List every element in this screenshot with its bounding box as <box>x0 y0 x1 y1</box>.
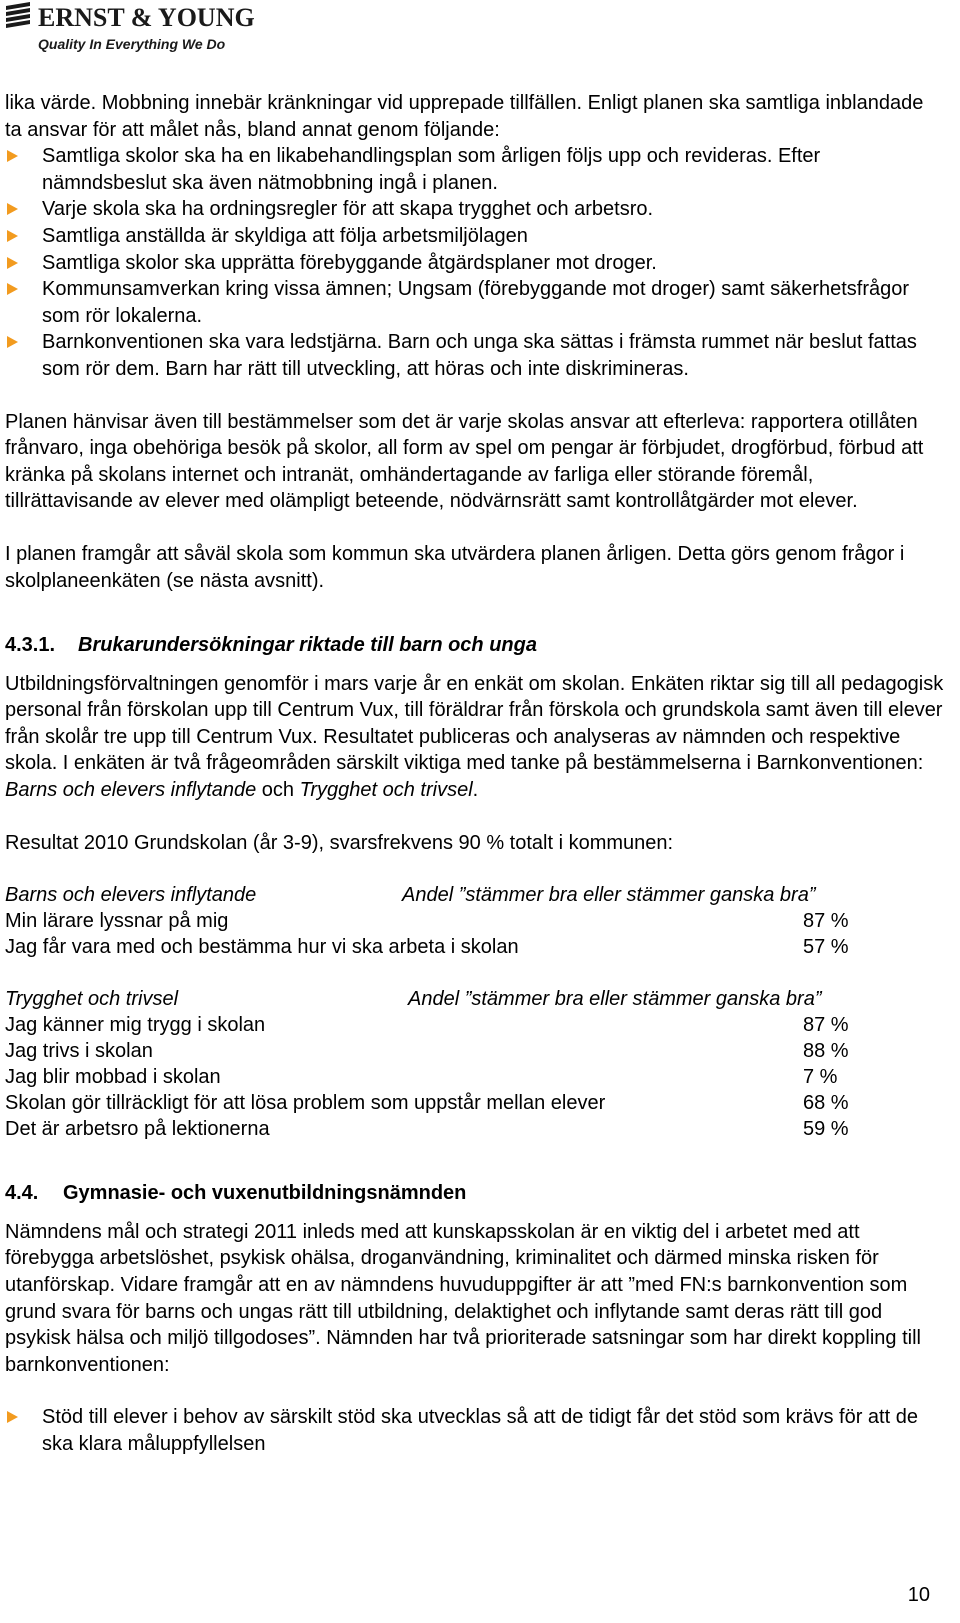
list-item-text: Varje skola ska ha ordningsregler för att skapa trygghet och arbetsro. <box>42 198 654 221</box>
survey-question: Jag trivs i skolan <box>5 1040 153 1063</box>
survey-header-row <box>5 986 945 1012</box>
bullet-arrow-icon <box>7 150 18 162</box>
list-item <box>5 1404 945 1457</box>
logo-tagline: Quality In Everything We Do <box>38 36 226 52</box>
table-row <box>5 1064 945 1090</box>
priorities-list <box>5 1404 945 1457</box>
text-run-italic: Trygghet och trivsel <box>299 779 473 802</box>
survey-value: 7 % <box>803 1066 838 1089</box>
results-intro: Resultat 2010 Grundskolan (år 3-9), svarsfrekvens 90 % totalt i kommunen: <box>5 831 674 854</box>
table-row <box>5 1090 945 1116</box>
survey-column-header: Andel ”stämmer bra eller stämmer ganska bra” <box>408 988 822 1011</box>
list-item-text: Barnkonventionen ska vara ledstjärna. Barn och unga ska sättas i främsta rummet när beslut fattas som rör dem. Barn har rätt till utveckling, att höras och inte diskrimineras. <box>42 331 917 380</box>
survey-header-row <box>5 882 945 908</box>
intro-paragraph: lika värde. Mobbning innebär kränkningar vid upprepade tillfällen. Enligt planen ska samtliga inblandade ta ansvar för att målet nås, bland annat genom följande: <box>5 92 924 141</box>
list-item <box>5 143 945 196</box>
list-item-text: Samtliga skolor ska upprätta förebyggande åtgärdsplaner mot droger. <box>42 251 657 274</box>
list-item <box>5 329 945 382</box>
survey-title: Trygghet och trivsel <box>5 988 179 1011</box>
table-row <box>5 1116 945 1142</box>
section-number: 4.3.1. <box>5 634 56 657</box>
committee-paragraph: Nämndens mål och strategi 2011 inleds med att kunskapsskolan är en viktig del i arbetet med att förebygga arbetslöshet, psykisk ohälsa, droganvändning, kriminalitet och därmed minska risken för utanförskap. Vidare framgår att en av nämndens huvuduppgifter är att ”med FN:s barnkonvention som grund svara för barns och ungas rätt till utbildning, delaktighet och inflytande samt deras rätt till god psykisk hälsa och miljö tillgodoses”. Nämnden har två prioriterade satsningar som har direkt koppling till barnkonventionen: <box>5 1220 921 1376</box>
table-row <box>5 1012 945 1038</box>
text-run-italic: Barns och elevers inflytande <box>5 779 257 802</box>
survey-question: Jag blir mobbad i skolan <box>5 1066 221 1089</box>
list-item-text: Stöd till elever i behov av särskilt stöd ska utvecklas så att de tidigt får det stöd som krävs för att de ska klara måluppfyllelsen <box>42 1406 918 1455</box>
table-row <box>5 908 945 934</box>
survey-value: 68 % <box>803 1092 849 1115</box>
list-item-text: Samtliga skolor ska ha en likabehandlingsplan som årligen följs upp och revideras. Efter nämndsbeslut ska även nätmobbning ingå i planen. <box>42 145 821 194</box>
survey-question: Jag får vara med och bestämma hur vi ska arbeta i skolan <box>5 936 519 959</box>
survey-value: 88 % <box>803 1040 849 1063</box>
table-row <box>5 1038 945 1064</box>
survey-value: 87 % <box>803 910 849 933</box>
survey-value: 59 % <box>803 1118 849 1141</box>
text-run: . <box>472 779 479 802</box>
survey-table-influence <box>5 882 945 960</box>
list-item-text: Samtliga anställda är skyldiga att följa arbetsmiljölagen <box>42 224 528 247</box>
page-number: 10 <box>907 1584 930 1606</box>
survey-question: Min lärare lyssnar på mig <box>5 910 229 933</box>
survey-value: 57 % <box>803 936 849 959</box>
text-run: och <box>256 779 300 802</box>
logo-company-name: ERNST & YOUNG <box>38 3 255 32</box>
measures-list <box>5 143 945 382</box>
survey-question: Skolan gör tillräckligt för att lösa problem som uppstår mellan elever <box>5 1092 606 1115</box>
list-item-text: Kommunsamverkan kring vissa ämnen; Ungsam (förebyggande mot droger) samt säkerhetsfrågor som rör lokalerna. <box>42 278 910 327</box>
section-heading-4-4 <box>5 1180 945 1207</box>
list-item <box>5 276 945 329</box>
document-body <box>5 90 945 1458</box>
survey-description-paragraph <box>5 671 945 804</box>
section-number: 4.4. <box>5 1182 39 1205</box>
section-title: Gymnasie- och vuxenutbildningsnämnden <box>63 1182 467 1205</box>
regulations-paragraph: Planen hänvisar även till bestämmelser som det är varje skolas ansvar att efterleva: rapportera otillåten frånvaro, inga obehöriga besök på skolor, all form av spel om pengar är förbjudet, drogförbud, förbud att kränka på skolans internet och intranät, omhändertagande av farliga eller störande föremål, tillrättavisande av elever med olämpligt beteende, nödvärnsrätt samt kontrollåtgärder mot elever. <box>5 410 924 513</box>
bullet-arrow-icon <box>7 230 18 242</box>
list-item <box>5 223 945 250</box>
survey-question: Jag känner mig trygg i skolan <box>5 1014 266 1037</box>
survey-column-header: Andel ”stämmer bra eller stämmer ganska bra” <box>402 884 816 907</box>
list-item <box>5 196 945 223</box>
bullet-arrow-icon <box>7 283 18 295</box>
bullet-arrow-icon <box>7 257 18 269</box>
bullet-arrow-icon <box>7 336 18 348</box>
section-title: Brukarundersökningar riktade till barn och unga <box>78 634 537 657</box>
survey-table-safety <box>5 986 945 1142</box>
list-item <box>5 250 945 277</box>
evaluation-paragraph: I planen framgår att såväl skola som kommun ska utvärdera planen årligen. Detta görs genom frågor i skolplaneenkäten (se nästa avsnitt). <box>5 542 905 592</box>
survey-value: 87 % <box>803 1014 849 1037</box>
company-logo <box>4 2 264 54</box>
bullet-arrow-icon <box>7 1411 18 1423</box>
bullet-arrow-icon <box>7 203 18 215</box>
table-row <box>5 934 945 960</box>
survey-title: Barns och elevers inflytande <box>5 884 257 907</box>
text-run: Utbildningsförvaltningen genomför i mars varje år en enkät om skolan. Enkäten riktar sig till all pedagogisk personal från förskolan upp till Centrum Vux, till föräldrar från förskola och grundskola samt även till elever från skolår tre upp till Centrum Vux. Resultatet publiceras och analyseras av nämnden och respektive skola. I enkäten är två frågeområden särskilt viktiga med tanke på bestämmelserna i Barnkonventionen: <box>5 672 944 775</box>
survey-question: Det är arbetsro på lektionerna <box>5 1118 270 1141</box>
section-heading-4-3-1 <box>5 632 945 659</box>
ernst-young-logo-graphic <box>4 2 264 54</box>
